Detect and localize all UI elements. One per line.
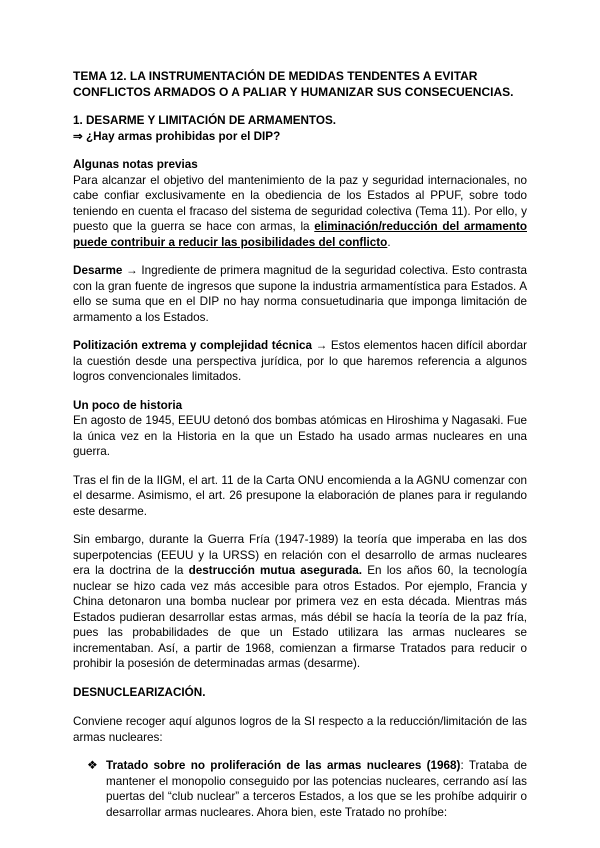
paragraph-desnuclearizacion-intro: Conviene recoger aquí algunos logros de la SI respecto a la reducción/limitación de las armas nucleares: (73, 715, 527, 744)
document-title: TEMA 12. LA INSTRUMENTACIÓN DE MEDIDAS TENDENTES A EVITAR CONFLICTOS ARMADOS O A PALIAR Y HUMANIZAR SUS CONSECUENCIAS. (73, 69, 514, 99)
notas-text-start: Para alcanzar el objetivo del mantenimiento de la paz y seguridad internacionales, no cabe confiar exclusivamente en la obediencia de los Estados al PPUF, sobre todo teniendo en cuenta el fracaso del sistema de seguridad colectiva (Tema 11). Por ello, y puesto que la guerra se hace con armas, la (73, 173, 527, 233)
paragraph-historia-1 (73, 398, 527, 460)
paragraph-politizacion (73, 338, 527, 385)
paragraph-historia-2: Tras el fin de la IIGM, el art. 11 de la Carta ONU encomienda a la AGNU comenzar con el desarme. Asimismo, el art. 26 presupone la elaboración de planes para ir regulando este desarme. (73, 473, 527, 518)
subheading-notas-previas: Algunas notas previas (73, 158, 198, 171)
term-politizacion: Politización extrema y complejidad técnica (73, 339, 312, 352)
section-heading-desarme: 1. DESARME Y LIMITACIÓN DE ARMAMENTOS. (73, 114, 336, 127)
notas-key-phrase: eliminación/reducción del armamento puede contribuir a reducir las posibilidades del conflicto (73, 220, 527, 249)
historia-p3-end: En los años 60, la tecnología nuclear se hizo cada vez más accesible para otros Estados. Por ejemplo, Francia y China detonaron una bomba nuclear por primera vez en esta década. Mientras más Estados pudieran desarrollar estas armas, más débil se hacía la teoría de la paz fría, pues las probabilidades de que un Estado utilizara las armas nucleares se incrementaban. Así, a partir de 1968, comienzan a firmarse Tratados para reducir o prohibir la posesión de determinadas armas (desarme). (73, 564, 528, 670)
bullet-text (106, 758, 527, 820)
diamond-bullet-icon: ❖ (87, 758, 98, 772)
bullet-bold: Tratado sobre no proliferación de las armas nucleares (1968) (106, 759, 461, 772)
bullet-body: : Trataba de mantener el monopolio conseguido por las potencias nucleares, cerrando así las puertas del “club nuclear” a terceros Estados, a los que se les prohíbe adquirir o desarrollar armas nucleares. Ahora bien, este Tratado no prohíbe: (106, 759, 527, 819)
historia-p3-start: Sin embargo, durante la Guerra Fría (1947-1989) la teoría que imperaba en las dos superpotencias (EEUU y la URSS) en relación con el desarrollo de armas nucleares era la doctrina de la (73, 533, 527, 577)
heading-desnuclearizacion: DESNUCLEARIZACIÓN. (73, 685, 206, 699)
subheading-historia: Un poco de historia (73, 398, 183, 412)
desarme-text: → Ingrediente de primera magnitud de la seguridad colectiva. Esto contrasta con la gran fuente de ingresos que supone la industria armamentística para Estados. A ello se suma que en el DIP no hay norma consuetudinaria que imponga limitación de armamento a los Estados. (73, 264, 527, 324)
historia-p1: En agosto de 1945, EEUU detonó dos bombas atómicas en Hiroshima y Nagasaki. Fue la única vez en la Historia en la que un Estado ha usado armas nucleares en una guerra. (73, 414, 527, 458)
politizacion-text: → Estos elementos hacen difícil abordar la cuestión desde una perspectiva jurídica, por lo que haremos referencia a algunos logros convencionales limitados. (73, 339, 527, 383)
notas-text-end: . (387, 235, 391, 249)
section-question: ⇒ ¿Hay armas prohibidas por el DIP? (73, 129, 281, 143)
paragraph-historia-3 (73, 532, 527, 672)
historia-p3-bold: destrucción mutua asegurada. (188, 564, 363, 577)
paragraph-desarme (73, 263, 527, 325)
list-item (73, 758, 527, 820)
term-desarme: Desarme (73, 264, 123, 277)
paragraph-notas-previas (73, 157, 527, 250)
